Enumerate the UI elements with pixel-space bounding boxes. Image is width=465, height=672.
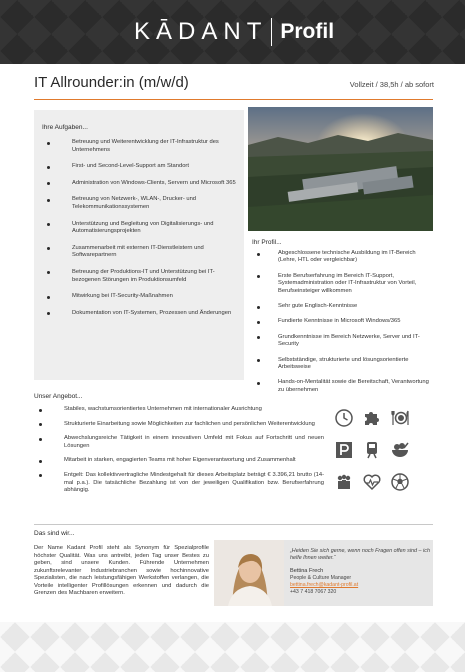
tasks-list <box>42 139 236 317</box>
list-item: Strukturierte Einarbeitung sowie Möglichkeiten zur fachlichen und persönlichen Weiterentwicklung <box>34 421 324 429</box>
job-meta: Vollzeit / 38,5h / ab sofort <box>349 80 434 89</box>
people-icon <box>334 472 354 492</box>
profile-list <box>252 250 429 394</box>
list-item: Erste Berufserfahrung im Bereich IT-Support, Systemadministration oder IT-Infrastruktur von Vorteil, Berufseinsteiger willkommen <box>252 273 429 295</box>
puzzle-icon <box>362 408 382 428</box>
parking-icon <box>334 440 354 460</box>
list-item: First- und Second-Level-Support am Standort <box>42 163 236 171</box>
company-logo <box>134 18 334 46</box>
contact-card <box>214 540 433 606</box>
list-item: Mitwirkung bei IT-Security-Maßnahmen <box>42 293 236 301</box>
footer-pattern <box>0 622 465 672</box>
about-heading: Das sind wir... <box>34 530 75 537</box>
list-item: Administration von Windows-Clients, Servern und Microsoft 365 <box>42 180 236 188</box>
contact-quote: „Heiden Sie sich gerne, wenn noch Fragen offen sind – ich helfe Ihnen weiter.“ <box>290 548 430 561</box>
contact-phone: +43 7 418 7067 320 <box>290 589 337 595</box>
list-item: Entgelt: Das kollektivvertragliche Mindestgehalt für dieses Arbeitsplatz beträgt € 3.396,21 brutto (14-mal p.a.). Die tatsächliche Bezahlung ist von der jeweiligen Qualifikation bzw. Berufserfahrung abhängig. <box>34 472 324 495</box>
offer-list <box>34 406 324 495</box>
list-item: Stabiles, wachstumsorientiertes Unternehmen mit internationaler Ausrichtung <box>34 406 324 414</box>
football-icon <box>390 472 410 492</box>
list-item: Abwechslungsreiche Tätigkeit in einem innovativen Umfeld mit Fokus auf Fortschritt und neuen Lösungen <box>34 435 324 450</box>
list-item: Grundkenntnisse im Bereich Netzwerke, Server und IT-Security <box>252 334 429 349</box>
dining-icon <box>390 408 410 428</box>
list-item: Mitarbeit in starken, engagierten Teams mit hoher Eigenverantwortung und Zusammenhalt <box>34 457 324 465</box>
list-item: Fundierte Kenntnisse in Microsoft Windows/365 <box>252 318 429 325</box>
logo-separator <box>271 18 272 46</box>
list-item: Abgeschlossene technische Ausbildung im IT-Bereich (Lehre, HTL oder vergleichbar) <box>252 250 429 265</box>
tasks-heading: Ihre Aufgaben... <box>42 124 88 131</box>
about-section <box>34 530 209 598</box>
benefit-icons <box>334 408 410 504</box>
section-divider <box>34 524 433 525</box>
job-title: IT Allrounder:in (m/w/d) <box>34 74 189 91</box>
logo-brand: KĀDANT <box>134 18 268 45</box>
profile-heading: Ihr Profil... <box>252 239 282 246</box>
avatar <box>214 540 284 606</box>
profile-panel <box>248 231 433 393</box>
list-item: Betreuung und Weiterentwicklung der IT-Infrastruktur des Unternehmens <box>42 139 236 154</box>
factory-photo-image <box>248 107 433 231</box>
heart-icon <box>362 472 382 492</box>
title-row <box>34 74 434 100</box>
logo-sub: Profil <box>280 20 335 43</box>
factory-photo <box>248 107 433 231</box>
list-item: Selbstständige, strukturierte und lösungsorientierte Arbeitsweise <box>252 357 429 372</box>
train-icon <box>362 440 382 460</box>
list-item: Sehr gute Englisch-Kenntnisse <box>252 303 429 310</box>
salad-icon <box>390 440 410 460</box>
avatar-image <box>214 540 284 606</box>
contact-email-link[interactable]: bettina.frech@kadant-profil.at <box>290 582 359 588</box>
list-item: Dokumentation von IT-Systemen, Prozessen und Änderungen <box>42 310 236 318</box>
title-divider <box>34 99 433 100</box>
list-item: Betreuung der Produktions-IT und Unterstützung bei IT-bezogenen Störungen im Produktionsumfeld <box>42 269 236 284</box>
list-item: Hands-on-Mentalität sowie die Bereitschaft, Verantwortung zu übernehmen <box>252 379 429 394</box>
tasks-panel <box>34 110 244 380</box>
contact-name: Bettina Frech <box>290 568 324 574</box>
contact-details <box>290 548 430 596</box>
header-banner <box>0 0 465 64</box>
list-item: Zusammenarbeit mit externen IT-Dienstleistern und Softwarepartnern <box>42 245 236 260</box>
contact-role: People & Culture Manager <box>290 575 352 581</box>
list-item: Betreuung von Netzwerk-, WLAN-, Drucker- und Telekommunikationssystemen <box>42 196 236 211</box>
clock-icon <box>334 408 354 428</box>
list-item: Unterstützung und Begleitung von Digitalisierungs- und Automatisierungsprojekten <box>42 221 236 236</box>
offer-heading: Unser Angebot... <box>34 393 83 400</box>
about-text: Der Name Kadant Profil steht als Synonym für Spezialprofile höchster Qualität. Was uns antreibt, jeden Tag unser Bestes zu geben, sind unsere Kunden. Führende Unternehmen zukunftsrelevanter Industriebranchen sowie hochinnovative Spezialisten, die nach leistungsfähigen Werkstoffen verlangen, die Vorteile intelligenter Profillösungen erkennen und dadurch die Grenzen des Machbaren erweitern. <box>34 545 209 596</box>
